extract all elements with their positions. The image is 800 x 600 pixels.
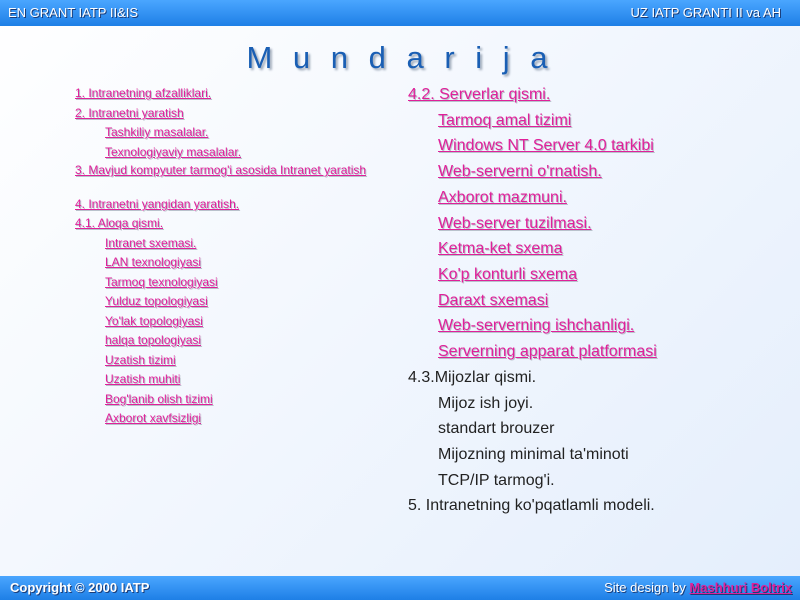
toc-link[interactable]: 1. Intranetning afzalliklari. — [75, 86, 212, 100]
toc-link[interactable]: 4.2. Serverlar qismi. — [408, 86, 551, 103]
toc-link[interactable]: Intranet sxemasi. — [105, 236, 197, 250]
toc-link[interactable]: Web-serverning ishchanligi. — [438, 317, 635, 334]
site-design-label: Site design by — [604, 580, 686, 595]
toc-link[interactable]: halqa topologiyasi — [105, 333, 202, 347]
toc-link[interactable]: Yulduz topologiyasi — [105, 294, 208, 308]
toc-text: TCP/IP tarmog'i. — [438, 472, 555, 489]
site-design-credit — [604, 576, 792, 600]
toc-link[interactable]: Uzatish tizimi — [105, 353, 176, 367]
toc-link[interactable]: Ko'p konturli sxema — [438, 266, 578, 283]
toc-text: 5. Intranetning ko'pqatlamli modeli. — [408, 497, 655, 514]
toc-link[interactable]: Uzatish muhiti — [105, 372, 181, 386]
designer-link[interactable]: Mashhuri Boltrix — [689, 580, 792, 595]
toc-link[interactable]: 4. Intranetni yangidan yaratish. — [75, 197, 240, 211]
toc-link[interactable]: 4.1. Aloqa qismi. — [75, 216, 164, 230]
toc-text: standart brouzer — [438, 420, 555, 437]
toc-text: Mijozning minimal ta'minoti — [438, 446, 629, 463]
toc-link[interactable]: Yo'lak topologiyasi — [105, 314, 203, 328]
toc-link[interactable]: Texnologiyaviy masalalar. — [105, 145, 242, 159]
toc-link[interactable]: LAN texnologiyasi — [105, 255, 202, 269]
toc-link[interactable]: Axborot mazmuni. — [438, 189, 567, 206]
footer-bar — [0, 576, 800, 600]
toc-link[interactable]: 3. Mavjud kompyuter tarmog'i asosida Intranet yaratish — [75, 163, 367, 177]
toc-text: Mijoz ish joyi. — [438, 395, 534, 412]
toc-link[interactable]: Axborot xavfsizligi — [105, 411, 202, 425]
toc-link[interactable]: Bog'lanib olish tizimi — [105, 392, 213, 406]
toc-link[interactable]: Tashkiliy masalalar. — [105, 125, 209, 139]
page-title: M u n d a r i j a — [246, 40, 554, 75]
toc-link[interactable]: Daraxt sxemasi — [438, 292, 549, 309]
header-bar — [0, 0, 800, 26]
toc-link[interactable]: Web-server tuzilmasi. — [438, 215, 592, 232]
toc-link[interactable]: Tarmoq amal tizimi — [438, 112, 572, 129]
toc-link[interactable]: Windows NT Server 4.0 tarkibi — [438, 137, 654, 154]
toc-link[interactable]: Tarmoq texnologiyasi — [105, 275, 218, 289]
header-right-text: UZ IATP GRANTI II va AH — [630, 5, 781, 20]
toc-link[interactable]: Ketma-ket sxema — [438, 240, 563, 257]
toc-link[interactable]: Serverning apparat platformasi — [438, 343, 657, 360]
toc-link[interactable]: 2. Intranetni yaratish — [75, 106, 184, 120]
toc-link[interactable]: Web-serverni o'rnatish. — [438, 163, 602, 180]
header-left-text: EN GRANT IATP II&IS — [8, 5, 139, 20]
copyright-text: Copyright © 2000 IATP — [10, 580, 150, 595]
toc-text: 4.3.Mijozlar qismi. — [408, 369, 537, 386]
